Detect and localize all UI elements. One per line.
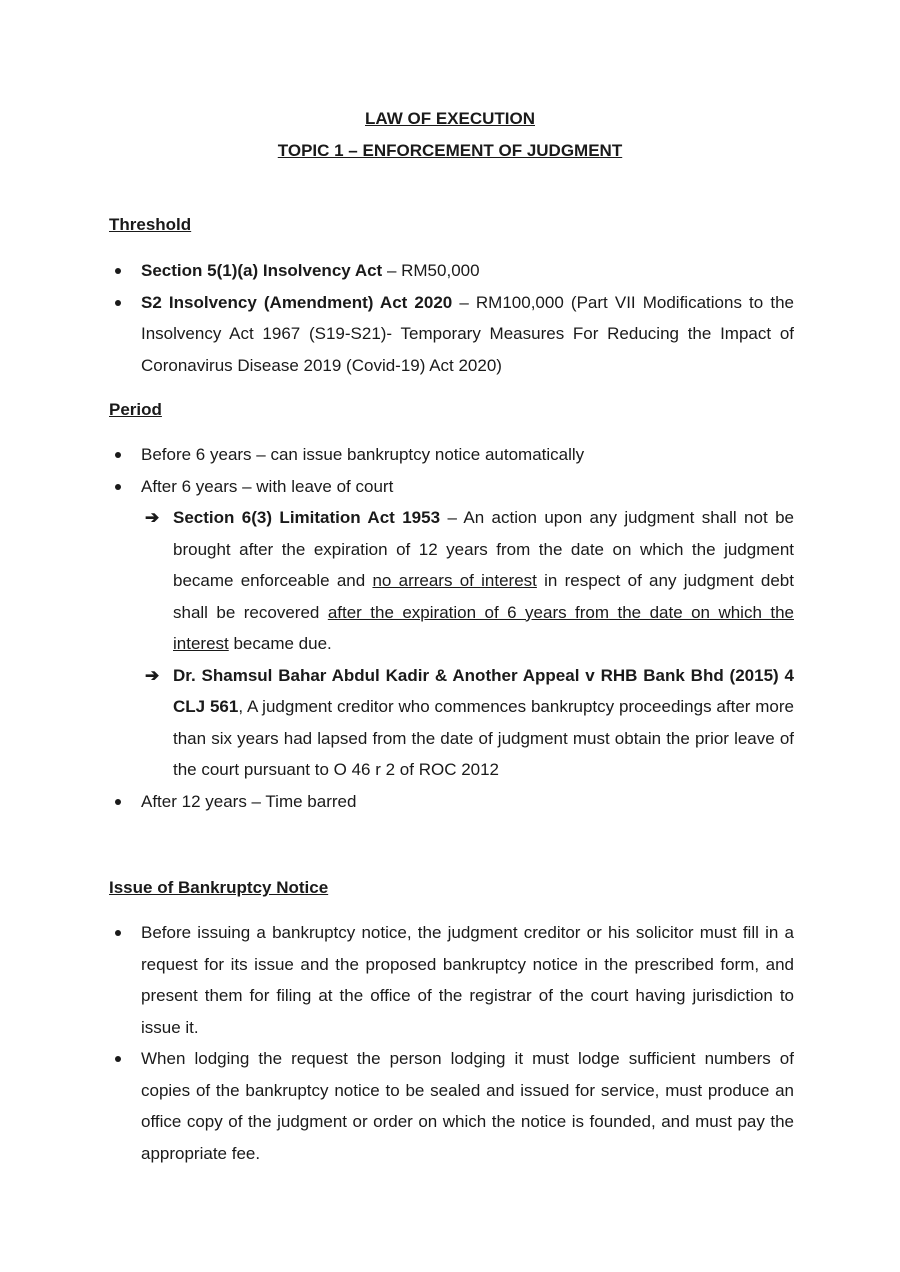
threshold-list bbox=[109, 255, 794, 381]
list-item: After 12 years – Time barred bbox=[109, 786, 794, 818]
issue-heading: Issue of Bankruptcy Notice bbox=[109, 878, 329, 897]
issue-list bbox=[109, 917, 794, 1169]
sub-list-item: ➔ Dr. Shamsul Bahar Abdul Kadir & Another Appeal v RHB Bank Bhd (2015) 4 CLJ 561, A judgment creditor who commences bankruptcy proceedings after more than six years had lapsed from the date of judgment must obtain the prior leave of the court pursuant to O 46 r 2 of ROC 2012 bbox=[141, 660, 794, 786]
list-item: S2 Insolvency (Amendment) Act 2020 – RM100,000 (Part VII Modifications to the Insolvency Act 1967 (S19-S21)- Temporary Measures For Reducing the Impact of Coronavirus Disease 2019 (Covid-19) Act 2020) bbox=[109, 287, 794, 382]
arrow-right-icon: ➔ bbox=[145, 665, 160, 685]
period-list bbox=[109, 439, 794, 817]
threshold-heading: Threshold bbox=[109, 215, 192, 234]
list-item: After 6 years – with leave of court ➔ Section 6(3) Limitation Act 1953 – An action upon any judgment shall not be brought after the expiration of 12 years from the date on which the judgment became enforceable and no arrears of interest in respect of any judgment debt shall be recovered after the expiration of 6 years from the date on which the interest became due. ➔ Dr. Shamsul Bahar Abdul Kadir & Another Appeal v RHB Bank Bhd (2015) 4 CLJ 561, A judgment creditor who commences bankruptcy proceedings after more than six years had lapsed from the date of judgment must obtain the prior leave of the court pursuant to O 46 r 2 of ROC 2012 bbox=[109, 471, 794, 786]
arrow-right-icon: ➔ bbox=[145, 508, 160, 527]
list-item: Section 5(1)(a) Insolvency Act – RM50,000 bbox=[109, 255, 794, 287]
sub-list-item: ➔ Section 6(3) Limitation Act 1953 – An action upon any judgment shall not be brought after the expiration of 12 years from the date on which the judgment became enforceable and no arrears of interest in respect of any judgment debt shall be recovered after the expiration of 6 years from the date on which the interest became due. bbox=[141, 502, 794, 660]
list-item: Before 6 years – can issue bankruptcy notice automatically bbox=[109, 439, 794, 471]
document-subtitle: TOPIC 1 – ENFORCEMENT OF JUDGMENT bbox=[277, 141, 623, 160]
period-sublist bbox=[141, 502, 794, 786]
document-title: LAW OF EXECUTION bbox=[365, 109, 535, 128]
period-heading: Period bbox=[109, 400, 162, 419]
list-item: Before issuing a bankruptcy notice, the judgment creditor or his solicitor must fill in a request for its issue and the proposed bankruptcy notice in the prescribed form, and present them for filing at the office of the registrar of the court having jurisdiction to issue it. bbox=[109, 917, 794, 1043]
list-item: When lodging the request the person lodging it must lodge sufficient numbers of copies of the bankruptcy notice to be sealed and issued for service, must produce an office copy of the judgment or order on which the notice is founded, and must pay the appropriate fee. bbox=[109, 1043, 794, 1169]
